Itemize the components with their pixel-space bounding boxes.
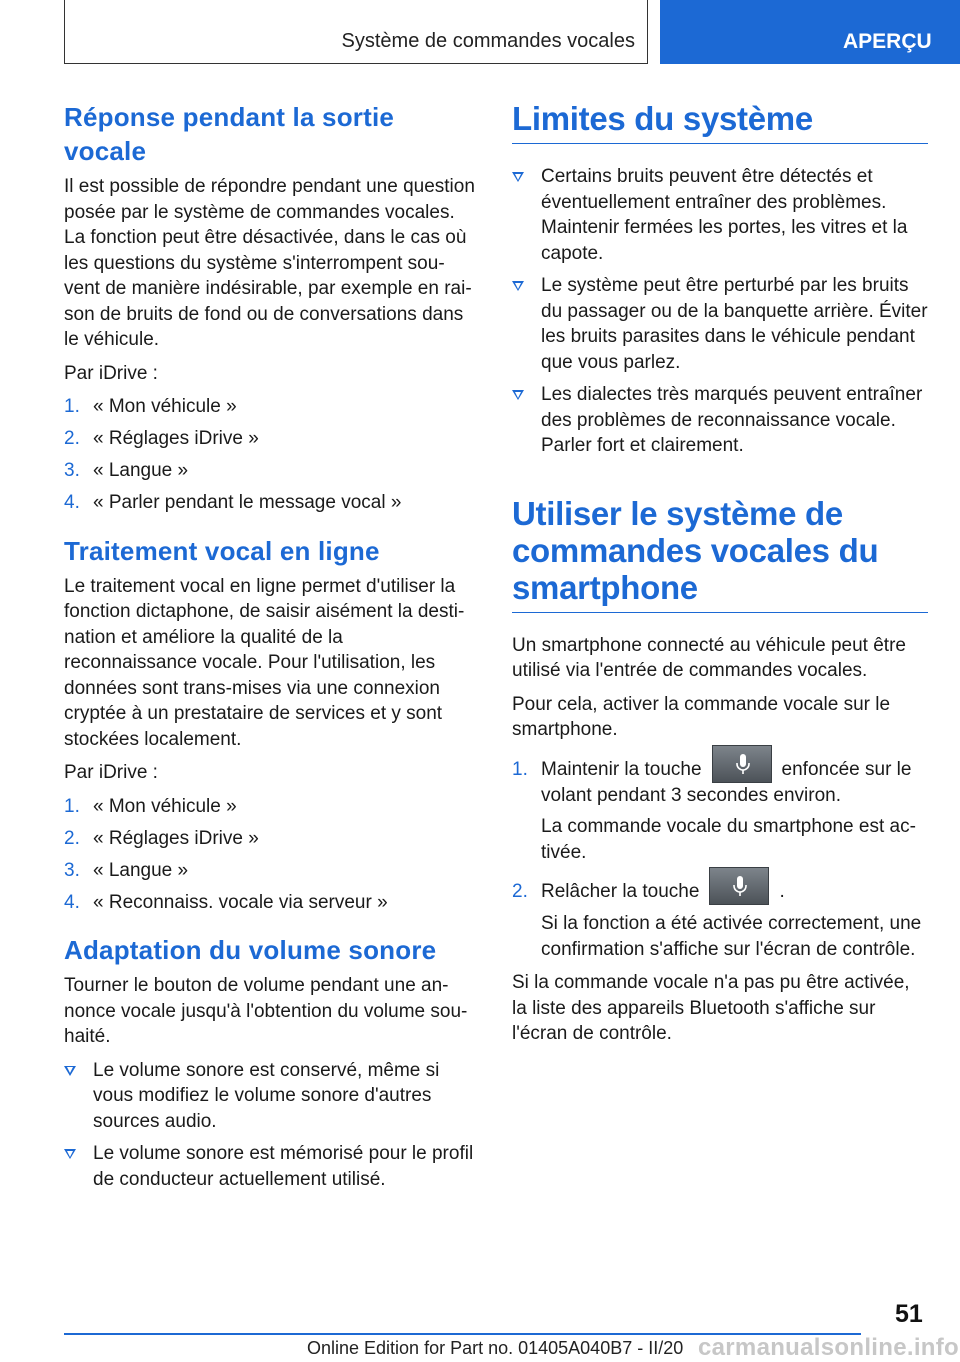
- bullet-list: [512, 164, 928, 459]
- triangle-bullet-icon: [512, 390, 524, 400]
- step-text: « Langue »: [93, 460, 189, 481]
- voice-command-button[interactable]: [709, 867, 769, 905]
- bullet-text: Le volume sonore est conservé, même si vous modifiez le volume sonore d'autres sources audio.: [93, 1059, 440, 1132]
- header-tab[interactable]: [660, 0, 960, 64]
- list-item: [512, 273, 928, 375]
- list-item: [64, 858, 478, 884]
- microphone-icon: [732, 876, 748, 898]
- triangle-bullet-icon: [64, 1149, 76, 1159]
- section-title-volume: Adaptation du volume sonore: [64, 935, 437, 965]
- bullet-text: Le système peut être perturbé par les bruits du passager ou de la banquette arrière. Éviter les bruits parasites dans le véhicule pendant que vous parlez.: [541, 275, 928, 373]
- bullet-text: Les dialectes très marqués peuvent entraîner des problèmes de reconnaissance vocale. Parler fort et clairement.: [541, 384, 923, 456]
- step-list: [64, 394, 478, 516]
- bullet-list: [64, 1058, 478, 1193]
- left-column: [64, 100, 478, 1200]
- bullet-text: Certains bruits peuvent être détectés et éventuellement entraîner des problèmes. Maintenir fermées les portes, les vitres et la capote.: [541, 166, 908, 264]
- paragraph: Par iDrive :: [64, 762, 158, 783]
- paragraph: Un smartphone connecté au véhicule peut être utilisé via l'entrée de commandes vocales.: [512, 634, 906, 681]
- triangle-bullet-icon: [512, 281, 524, 291]
- step-number: 2.: [64, 428, 80, 449]
- list-item: [64, 890, 478, 916]
- step-text: enfoncée sur le volant pendant 3 secondes environ.: [541, 758, 912, 806]
- step-text: Maintenir la touche: [541, 758, 702, 780]
- list-item: [512, 757, 928, 866]
- step-number: 4.: [64, 891, 80, 913]
- section-title-response: Réponse pendant la sortie vocale: [64, 102, 395, 166]
- step-number: 1.: [64, 795, 80, 817]
- section-title-limits: Limites du système: [512, 100, 928, 144]
- step-number: 1.: [64, 396, 80, 417]
- watermark: carmanualsonline.info: [698, 1334, 960, 1361]
- step-list: [64, 794, 478, 916]
- list-item: [64, 794, 478, 820]
- step-number: 3.: [64, 859, 80, 881]
- step-number: 3.: [64, 460, 80, 481]
- paragraph: Pour cela, activer la commande vocale sur le smartphone.: [512, 693, 891, 740]
- step-text: « Langue »: [93, 859, 189, 881]
- header-section-box: [64, 0, 648, 64]
- list-item: [64, 426, 478, 452]
- list-item: [64, 490, 478, 516]
- list-item: [64, 826, 478, 852]
- paragraph: Il est possible de répondre pendant une question posée par le système de commandes vocales. La fonction peut être désactivée, dans le cas où les questions du système s'interrompent sou-vent de manière indésirable, par exemple en rai-son de bruits de fond ou de conversations dans le véhicule.: [64, 176, 475, 350]
- step-note: La commande vocale du smartphone est ac-tivée.: [541, 816, 916, 863]
- list-item: [64, 458, 478, 484]
- list-item: [512, 879, 928, 962]
- right-column: [512, 100, 928, 1055]
- step-text: « Mon véhicule »: [93, 396, 237, 417]
- list-item: [512, 164, 928, 266]
- list-item: [64, 394, 478, 420]
- step-number: 1.: [512, 758, 528, 780]
- header-tab-label: APERÇU: [843, 30, 932, 53]
- step-text: Relâcher la touche: [541, 881, 700, 903]
- section-title-online-processing: Traitement vocal en ligne: [64, 535, 380, 566]
- step-note: Si la fonction a été activée correctement, une confirmation s'affiche sur l'écran de contrôle.: [541, 913, 922, 960]
- step-text: « Réglages iDrive »: [93, 428, 259, 449]
- footer-edition: Online Edition for Part no. 01405A040B7 - II/20: [307, 1338, 684, 1358]
- step-text: « Parler pendant le message vocal »: [93, 492, 402, 513]
- step-text: « Réglages iDrive »: [93, 827, 259, 849]
- step-text: .: [779, 881, 785, 903]
- list-item: [64, 1058, 478, 1135]
- triangle-bullet-icon: [512, 172, 524, 182]
- step-text: « Mon véhicule »: [93, 795, 237, 817]
- voice-command-button[interactable]: [712, 745, 772, 783]
- section-title-smartphone: Utiliser le système de commandes vocales du smartphone: [512, 495, 928, 613]
- list-item: [512, 382, 928, 459]
- step-number: 2.: [64, 827, 80, 849]
- paragraph: Le traitement vocal en ligne permet d'utiliser la fonction dictaphone, de saisir aisément la desti-nation et améliore la qualité de la reconnaissance vocale. Pour l'utilisation, les données sont trans-mises via une connexion cryptée à un prestataire de services et y sont stockées localement.: [64, 575, 465, 750]
- page-number: 51: [895, 1300, 923, 1328]
- step-text: « Reconnaiss. vocale via serveur »: [93, 891, 388, 913]
- step-number: 4.: [64, 492, 80, 513]
- step-list: [512, 757, 928, 963]
- list-item: [64, 1141, 478, 1192]
- bullet-text: Le volume sonore est mémorisé pour le profil de conducteur actuellement utilisé.: [93, 1143, 474, 1190]
- header-section-title: Système de commandes vocales: [341, 30, 635, 52]
- paragraph: Si la commande vocale n'a pas pu être activée, la liste des appareils Bluetooth s'affiche sur l'écran de contrôle.: [512, 972, 910, 1044]
- paragraph: Par iDrive :: [64, 362, 158, 384]
- paragraph: Tourner le bouton de volume pendant une an-nonce vocale jusqu'à l'obtention du volume sou-haité.: [64, 975, 468, 1047]
- triangle-bullet-icon: [64, 1066, 76, 1076]
- microphone-icon: [735, 754, 751, 776]
- step-number: 2.: [512, 881, 528, 902]
